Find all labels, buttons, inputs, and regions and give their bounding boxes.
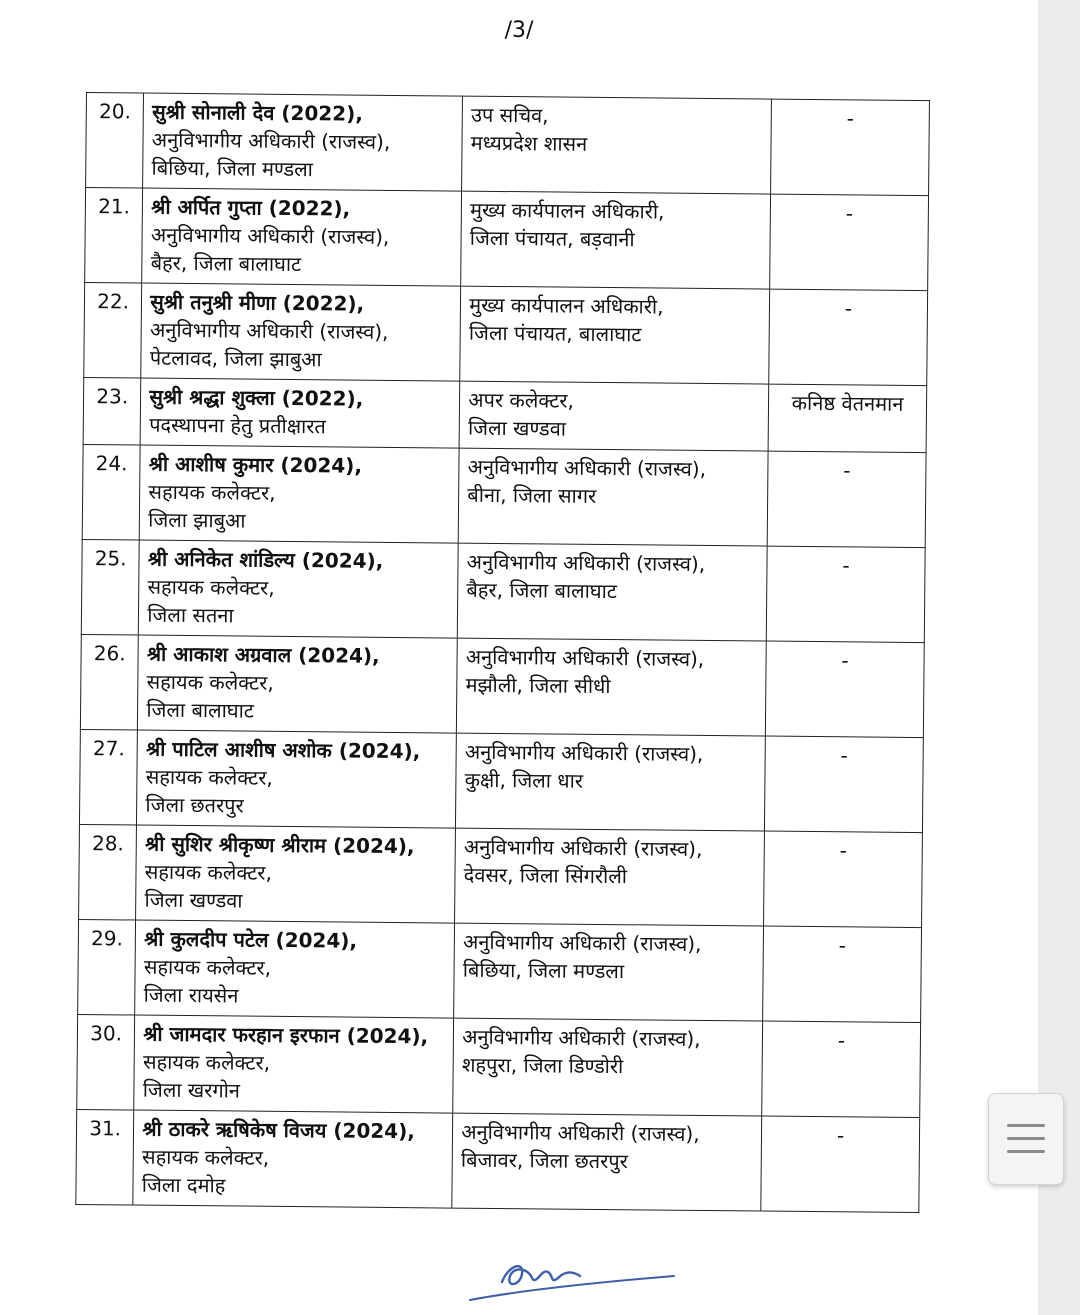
new-posting-line: कुक्षी, जिला धार — [464, 767, 584, 793]
officer-current-posting-line: पेटलावद, जिला झाबुआ — [149, 345, 322, 372]
serial-number: 28. — [79, 824, 137, 920]
new-posting-cell — [454, 923, 764, 1021]
menu-button[interactable] — [988, 1093, 1064, 1185]
serial-number: 25. — [81, 539, 139, 635]
officer-current-posting-line: जिला सतना — [147, 602, 234, 628]
serial-number: 26. — [80, 634, 138, 730]
new-posting-line: बैहर, जिला बालाघाट — [466, 577, 618, 604]
new-posting-line: अनुविभागीय अधिकारी (राजस्व), — [463, 834, 703, 861]
officer-name: सुश्री तनुश्री मीणा (2022), — [150, 289, 365, 316]
officer-current-posting-line: जिला खण्डवा — [144, 887, 243, 913]
new-posting-line: मझौली, जिला सीधी — [465, 672, 611, 699]
new-posting-cell — [462, 96, 772, 194]
officer-name: श्री ठाकरे ऋषिकेष विजय (2024), — [142, 1116, 416, 1144]
new-posting-line: अनुविभागीय अधिकारी (राजस्व), — [465, 644, 705, 671]
remark-cell: - — [764, 831, 923, 928]
table-row — [82, 444, 926, 547]
new-posting-line: उप सचिव, — [470, 102, 549, 128]
officer-current-posting-line: सहायक कलेक्टर, — [142, 1049, 271, 1075]
officer-current-posting-line: अनुविभागीय अधिकारी (राजस्व), — [150, 222, 390, 249]
officer-current-posting-line: अनुविभागीय अधिकारी (राजस्व), — [149, 317, 389, 344]
new-posting-line: अनुविभागीय अधिकारी (राजस्व), — [462, 929, 702, 956]
remark-cell: - — [770, 194, 929, 291]
new-posting-cell — [457, 638, 767, 736]
officer-current-posting-line: सहायक कलेक्टर, — [141, 1144, 270, 1170]
new-posting-line: मुख्य कार्यपालन अधिकारी, — [469, 292, 664, 319]
officer-current-posting-line: सहायक कलेक्टर, — [145, 764, 273, 790]
officer-current-posting-line: सहायक कलेक्टर, — [146, 669, 274, 695]
officer-current-posting-line: जिला रायसेन — [143, 982, 239, 1008]
officer-name: श्री सुशिर श्रीकृष्ण श्रीराम (2024), — [145, 831, 415, 859]
serial-number: 31. — [76, 1109, 134, 1205]
remark-cell: - — [763, 926, 922, 1023]
officer-cell — [140, 445, 460, 543]
serial-number: 21. — [85, 188, 143, 284]
officer-name: श्री आशीष कुमार (2024), — [148, 451, 363, 478]
officer-cell — [134, 1015, 454, 1113]
remark-cell: - — [765, 641, 924, 738]
new-posting-cell — [460, 286, 770, 384]
table-row — [84, 282, 928, 385]
officer-cell — [133, 1110, 453, 1208]
officer-current-posting-line: सहायक कलेक्टर, — [147, 574, 275, 600]
remark-cell: - — [771, 99, 930, 196]
table-body — [76, 93, 930, 1213]
officer-current-posting-line: सहायक कलेक्टर, — [148, 479, 276, 505]
new-posting-line: अनुविभागीय अधिकारी (राजस्व), — [466, 549, 706, 576]
signature — [462, 1238, 682, 1308]
table-row — [80, 634, 924, 737]
officer-name: सुश्री श्रद्धा शुक्ला (2022), — [149, 384, 364, 411]
serial-number: 22. — [84, 282, 142, 378]
remark-cell: - — [767, 451, 926, 548]
officer-name: श्री अनिकेत शांडिल्य (2024), — [147, 546, 384, 573]
page-number: /3/ — [504, 18, 534, 43]
serial-number: 30. — [77, 1014, 135, 1110]
officer-current-posting-line: बिछिया, जिला मण्डला — [151, 155, 314, 182]
remark-cell: - — [764, 736, 923, 833]
table-row — [76, 1109, 920, 1212]
officer-current-posting-line: पदस्थापना हेतु प्रतीक्षारत — [149, 412, 327, 439]
officer-current-posting-line: बैहर, जिला बालाघाट — [150, 250, 302, 277]
new-posting-line: मुख्य कार्यपालन अधिकारी, — [469, 197, 665, 224]
officer-current-posting-line: जिला दमोह — [141, 1172, 226, 1198]
officer-name: श्री आकाश अग्रवाल (2024), — [146, 641, 380, 668]
new-posting-cell — [458, 448, 768, 546]
new-posting-line: अनुविभागीय अधिकारी (राजस्व), — [467, 454, 707, 481]
officer-cell — [139, 540, 459, 638]
new-posting-cell — [461, 191, 771, 289]
officer-cell — [142, 188, 462, 286]
new-posting-line: देवसर, जिला सिंगरौली — [463, 862, 628, 889]
table-row — [81, 539, 925, 642]
remark-cell: - — [762, 1021, 921, 1118]
table-row — [77, 1014, 921, 1117]
table-row — [79, 729, 923, 832]
officer-current-posting-line: अनुविभागीय अधिकारी (राजस्व), — [151, 127, 391, 154]
officer-name: सुश्री सोनाली देव (2022), — [152, 99, 364, 126]
remark-cell: - — [769, 289, 928, 386]
officer-cell — [141, 283, 461, 381]
officer-name: श्री पाटिल आशीष अशोक (2024), — [145, 736, 421, 764]
table-row — [79, 824, 923, 927]
new-posting-line: बिछिया, जिला मण्डला — [462, 957, 625, 984]
new-posting-cell — [457, 543, 767, 641]
new-posting-line: जिला खण्डवा — [467, 415, 567, 441]
table-row — [85, 188, 929, 291]
new-posting-line: अनुविभागीय अधिकारी (राजस्व), — [462, 1024, 701, 1051]
new-posting-cell — [452, 1113, 762, 1211]
new-posting-line: अनुविभागीय अधिकारी (राजस्व), — [464, 739, 704, 766]
officer-cell — [138, 635, 458, 733]
officer-name: श्री अर्पित गुप्ता (2022), — [151, 194, 351, 221]
officer-cell — [135, 920, 455, 1018]
officer-cell — [137, 730, 457, 828]
serial-number: 27. — [79, 729, 137, 825]
officer-current-posting-line: जिला छतरपुर — [145, 792, 244, 818]
officer-name: श्री कुलदीप पटेल (2024), — [144, 926, 358, 953]
new-posting-cell — [459, 381, 768, 451]
serial-number: 24. — [82, 444, 140, 540]
new-posting-line: जिला पंचायत, बालाघाट — [468, 320, 642, 347]
remark-cell: कनिष्ठ वेतनमान — [768, 384, 927, 453]
officer-cell — [136, 825, 456, 923]
table-row — [83, 377, 927, 452]
officer-cell — [140, 378, 460, 448]
table-row — [86, 93, 930, 196]
new-posting-line: बीना, जिला सागर — [467, 482, 597, 508]
officer-current-posting-line: जिला बालाघाट — [146, 697, 255, 723]
new-posting-line: शहपुरा, जिला डिण्डोरी — [461, 1052, 624, 1079]
new-posting-line: अनुविभागीय अधिकारी (राजस्व), — [461, 1119, 700, 1146]
officer-current-posting-line: सहायक कलेक्टर, — [143, 954, 272, 980]
officer-name: श्री जामदार फरहान इरफान (2024), — [143, 1021, 429, 1049]
new-posting-cell — [456, 733, 766, 831]
new-posting-line: अपर कलेक्टर, — [468, 387, 575, 413]
serial-number: 29. — [78, 919, 136, 1015]
officer-current-posting-line: सहायक कलेक्टर, — [144, 859, 273, 885]
new-posting-line: मध्यप्रदेश शासन — [470, 130, 588, 156]
new-posting-cell — [455, 828, 765, 926]
new-posting-cell — [453, 1018, 763, 1116]
serial-number: 23. — [83, 377, 141, 445]
new-posting-line: जिला पंचायत, बड़वानी — [469, 225, 635, 252]
new-posting-line: बिजावर, जिला छतरपुर — [460, 1147, 629, 1174]
officer-current-posting-line: जिला झाबुआ — [148, 507, 246, 533]
transfer-order-table — [75, 92, 930, 1213]
remark-cell: - — [761, 1116, 920, 1213]
officer-current-posting-line: जिला खरगोन — [142, 1077, 241, 1103]
officer-cell — [143, 93, 463, 191]
serial-number: 20. — [86, 93, 144, 189]
table-row — [78, 919, 922, 1022]
remark-cell: - — [766, 546, 925, 643]
